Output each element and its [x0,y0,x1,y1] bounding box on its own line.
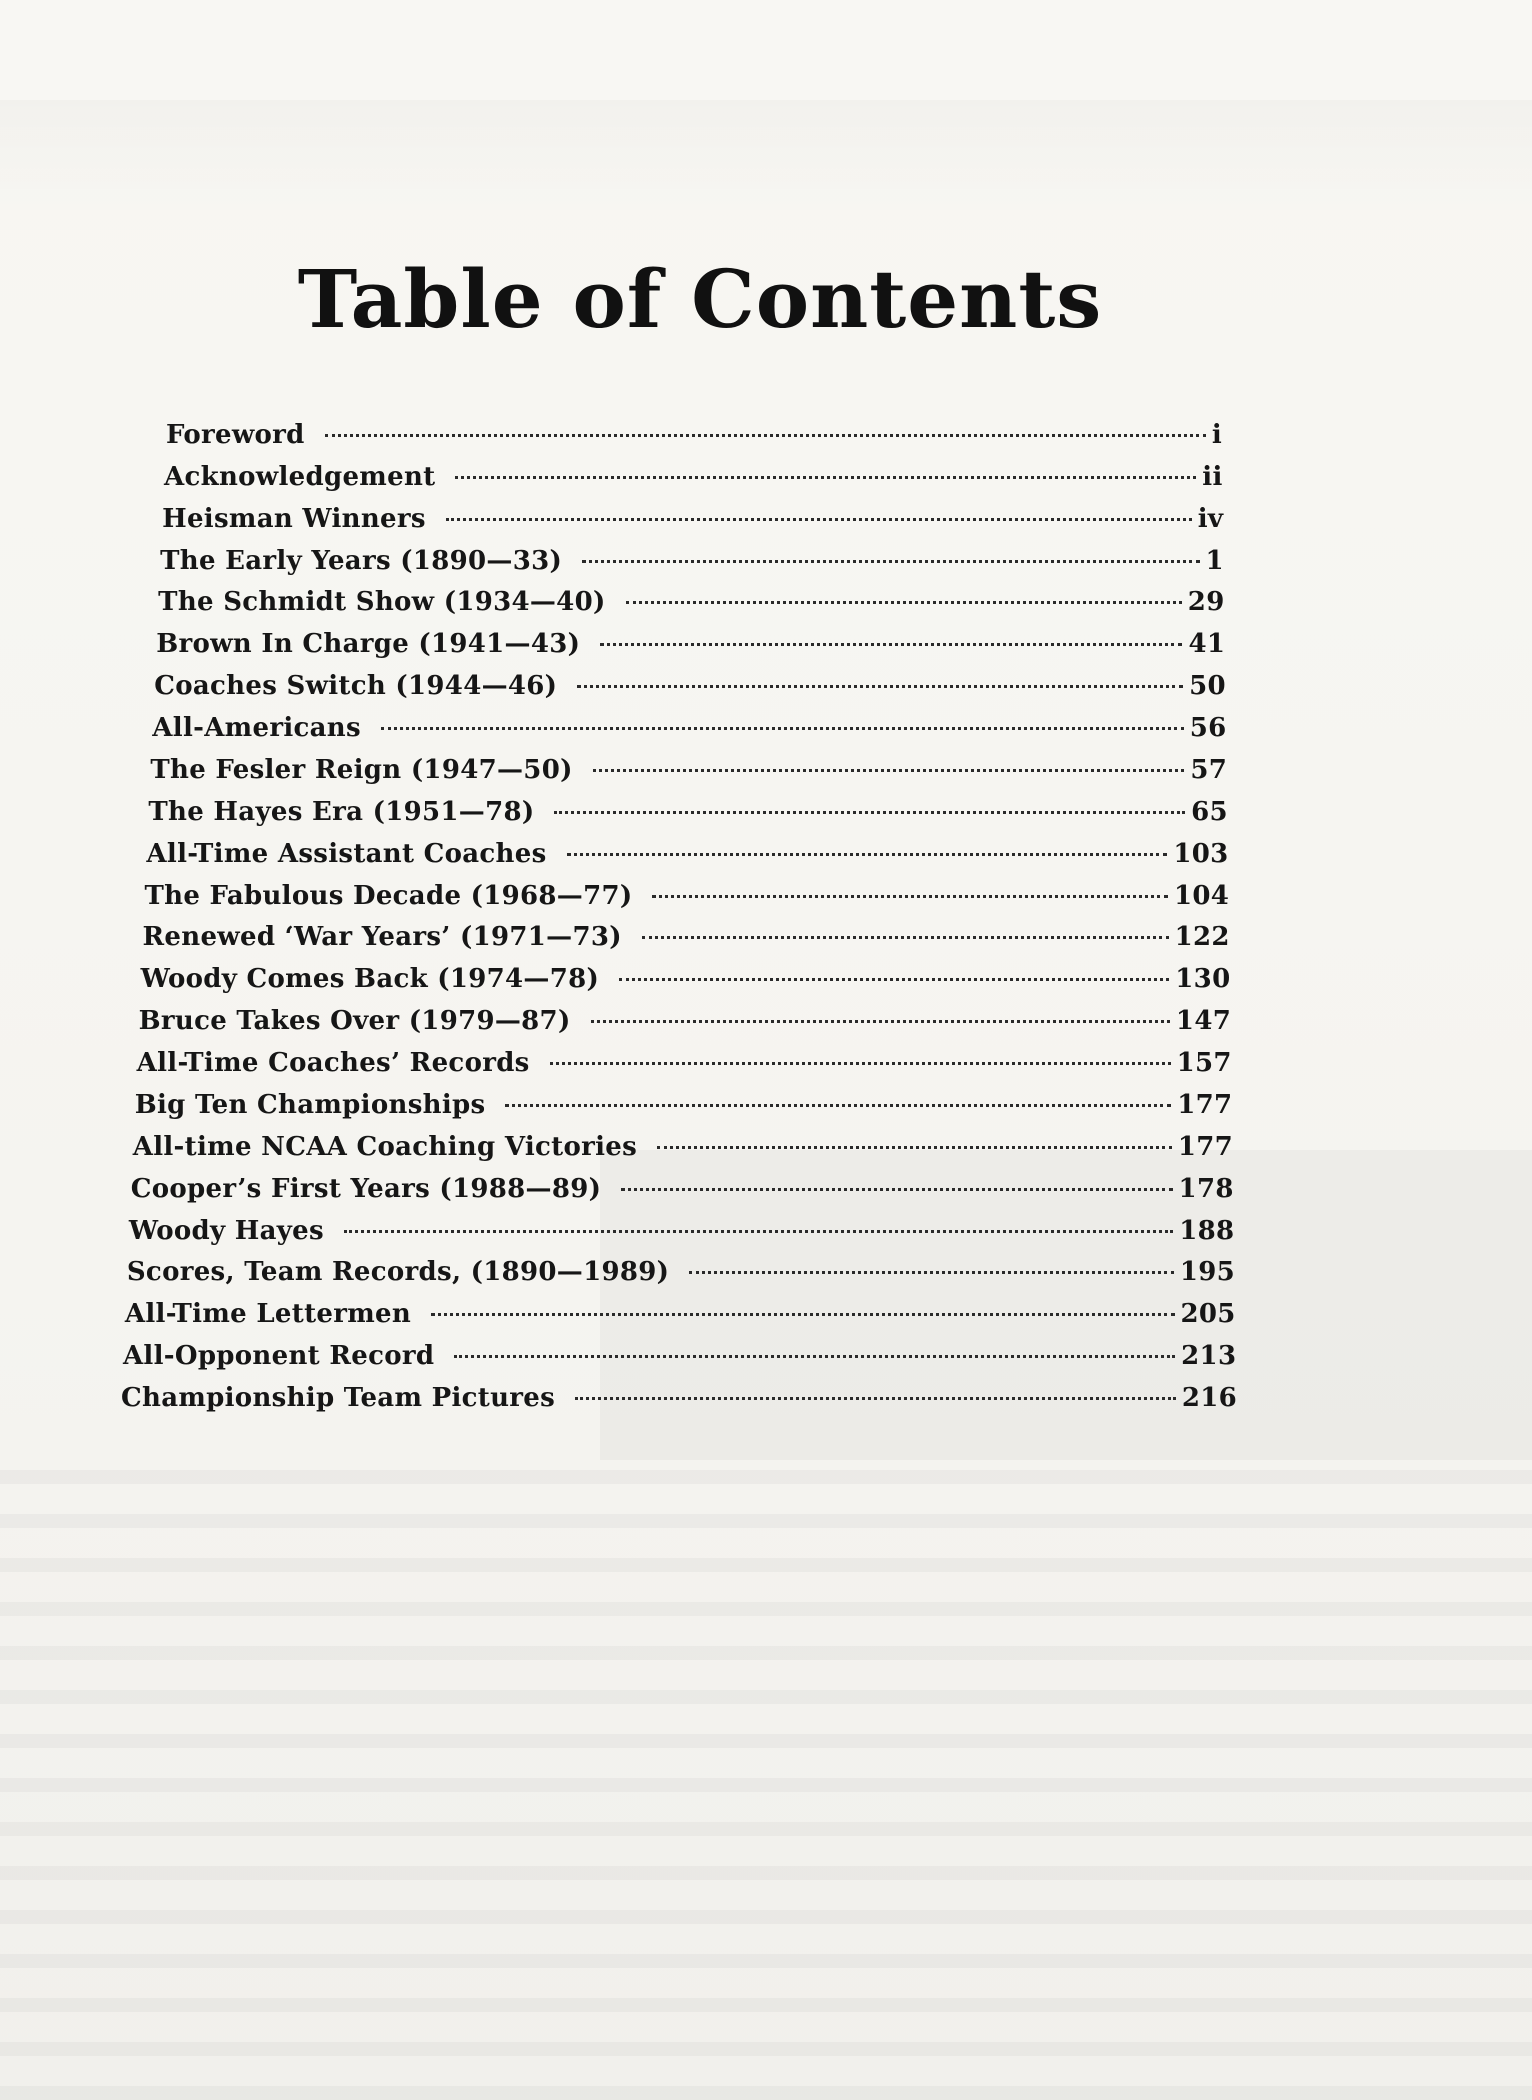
toc-entry [156,629,1225,661]
dot-leader [550,1062,1171,1065]
toc-entry [152,713,1226,745]
toc-entry-label: Big Ten Championships [134,1089,486,1120]
toc-entry [121,1383,1237,1415]
toc-entry-label: All-Time Lettermen [124,1299,412,1330]
toc-entry-label: Cooper’s First Years (1988—89) [130,1173,602,1204]
toc-entry [133,1132,1233,1164]
toc-entry-page-number: ii [1202,461,1223,492]
toc-entry-label: Renewed ‘War Years’ (1971—73) [142,922,622,953]
toc-entry [154,671,1226,703]
toc-entry-page-number: 177 [1177,1131,1234,1162]
dot-leader [642,936,1169,939]
toc-entry [166,420,1222,452]
toc-entry [141,964,1231,996]
toc-entry-label: The Early Years (1890—33) [160,545,563,576]
toc-entry [146,839,1228,871]
toc-entry-label: All-Time Coaches’ Records [136,1048,530,1079]
toc-entry-label: Bruce Takes Over (1979—87) [138,1006,571,1037]
dot-leader [600,643,1182,646]
page-title: Table of Contents [297,252,1103,346]
dot-leader [505,1104,1171,1107]
toc-entry-page-number: 130 [1175,964,1231,995]
toc-entry [131,1174,1234,1206]
dot-leader [454,1355,1175,1358]
toc-entry-page-number: 195 [1179,1257,1236,1288]
toc-entry [158,587,1224,619]
toc-entry-label: Acknowledgement [164,461,436,492]
toc-entry [139,1006,1232,1038]
toc-entry-page-number: 157 [1176,1048,1232,1079]
toc-entry-page-number: 178 [1178,1173,1234,1204]
toc-entry [150,755,1227,787]
toc-entry-page-number: 1 [1205,545,1224,576]
dot-leader [626,601,1182,604]
toc-entry-label: All-Opponent Record [122,1341,435,1372]
toc-entry-label: All-Time Assistant Coaches [146,838,547,869]
dot-leader [591,1020,1170,1023]
dot-leader [554,811,1185,814]
toc-entry-label: Brown In Charge (1941—43) [156,629,581,660]
dot-leader [621,1188,1172,1191]
toc-entry [143,922,1230,954]
dot-leader [652,895,1167,898]
toc-entry-page-number: 56 [1189,713,1227,744]
dot-leader [577,685,1183,688]
toc-entry-page-number: 103 [1173,838,1229,869]
toc-entry-label: Heisman Winners [162,503,426,534]
toc-entry-label: The Fabulous Decade (1968—77) [144,880,633,911]
toc-entry-page-number: 65 [1191,796,1228,827]
dot-leader [619,978,1169,981]
toc-entry-label: The Schmidt Show (1934—40) [158,587,606,618]
dot-leader [657,1146,1172,1149]
toc-entry-page-number: 57 [1190,754,1228,785]
toc-entry-label: Coaches Switch (1944—46) [154,671,558,702]
toc-entry-label: All-Americans [152,713,361,744]
dot-leader [381,727,1184,730]
toc-entry [125,1299,1236,1331]
toc-entry-page-number: 205 [1180,1299,1236,1330]
toc-entry [144,881,1229,913]
toc-entry-page-number: 188 [1179,1215,1235,1246]
toc-entry-label: Woody Hayes [128,1215,324,1246]
dot-leader [582,560,1199,563]
dot-leader [689,1271,1174,1274]
toc-entry [164,462,1223,494]
toc-entry-page-number: 147 [1175,1006,1232,1037]
toc-entry-label: The Fesler Reign (1947—50) [150,754,573,785]
toc-entry-label: The Hayes Era (1951—78) [148,796,535,827]
toc-entry-label: All-time NCAA Coaching Victories [132,1131,638,1162]
toc-entry-page-number: 50 [1189,671,1226,702]
toc-entry-page-number: 213 [1181,1341,1237,1372]
dot-leader [431,1313,1174,1316]
toc-entry [129,1216,1235,1248]
dot-leader [593,769,1185,772]
toc-entry [160,546,1224,578]
dot-leader [446,518,1192,521]
dot-leader [567,853,1168,856]
toc-entry [123,1341,1236,1373]
toc-entry-page-number: i [1211,420,1222,450]
toc-entry-label: Scores, Team Records, (1890—1989) [126,1257,670,1288]
dot-leader [455,476,1196,479]
toc-entry [137,1048,1232,1080]
toc-entry [148,797,1227,829]
toc-entry-page-number: 29 [1187,587,1225,618]
toc-entry-page-number: 122 [1174,922,1230,953]
toc-entry-page-number: iv [1197,503,1224,534]
toc-entry [127,1257,1235,1289]
toc-entry-page-number: 104 [1173,880,1230,911]
toc-entry [162,504,1223,536]
toc-entry [135,1090,1233,1122]
toc-entry-label: Foreword [166,420,305,450]
toc-entry-label: Woody Comes Back (1974—78) [140,964,600,995]
toc-entry-page-number: 177 [1177,1089,1233,1120]
toc-entry-page-number: 41 [1188,629,1226,660]
dot-leader [575,1397,1176,1400]
dot-leader [325,434,1206,437]
dot-leader [344,1230,1173,1233]
toc-entry-label: Championship Team Pictures [121,1383,556,1413]
toc-entry-page-number: 216 [1181,1383,1237,1413]
